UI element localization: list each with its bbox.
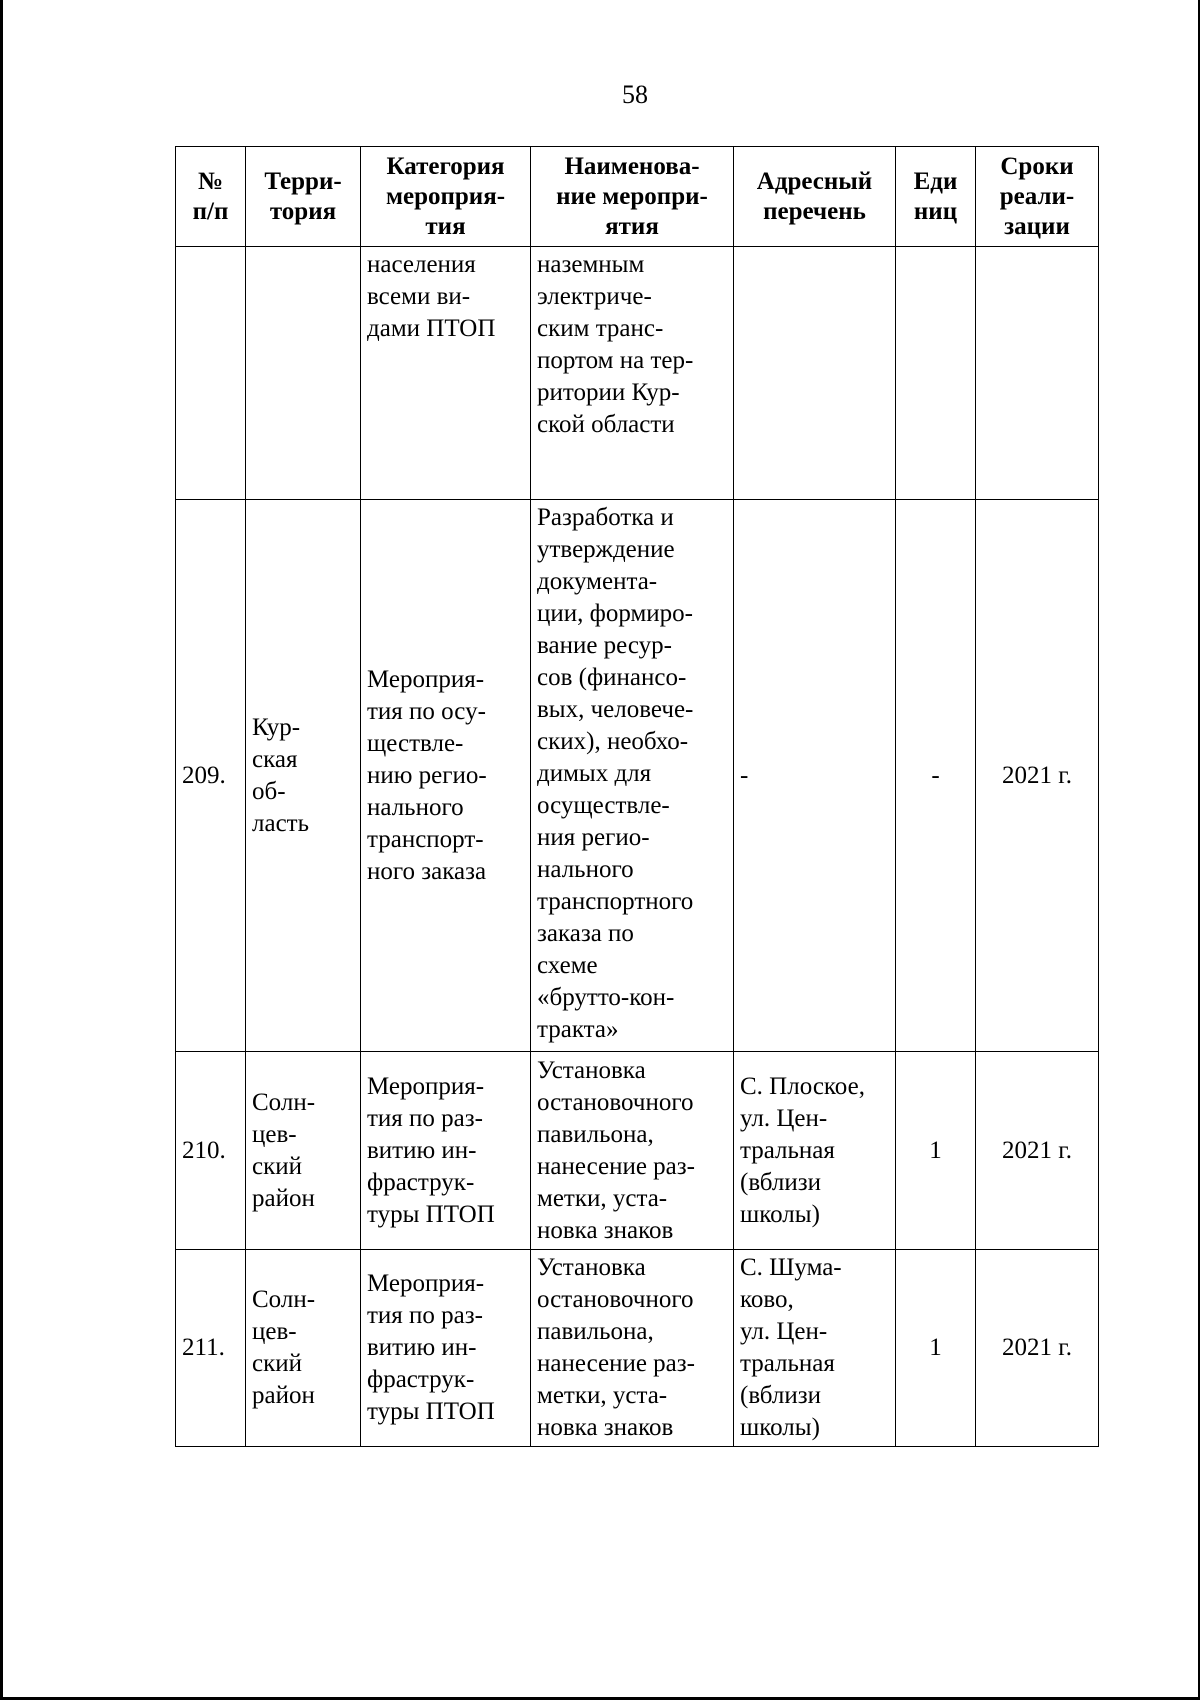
cell-text: Разработка и утверждение документа- ции, формиро- вание ресур- сов (финансо- вых, человече- ских), необхо- димых для осуществле- ния регио- нального транспортного заказа по схеме «брутто-кон- тракта» [537,504,694,1043]
cell-name [531,1250,734,1447]
cell-name [531,247,734,500]
cell-text: Кур- ская об- ласть [252,713,309,837]
header-cell-number [176,147,246,247]
cell-text: 2021 г. [1002,1136,1072,1164]
cell-text: 210. [182,1136,226,1164]
table-row [176,1052,1099,1250]
cell-text: Мероприя- тия по осу- ществле- нию регио- нального транспорт- ного заказа [367,665,487,885]
table-row [176,1250,1099,1447]
header-cell-term [976,147,1099,247]
header-cell-category [361,147,531,247]
header-label: Наименова- ние меропри- ятия [556,152,708,240]
table-row [176,247,1099,500]
cell-number [176,500,246,1052]
cell-category [361,500,531,1052]
cell-text: Солн- цев- ский район [252,1088,316,1212]
table-body [176,247,1099,1447]
cell-term [976,500,1099,1052]
cell-number [176,1052,246,1250]
cell-number [176,1250,246,1447]
cell-address [734,1052,896,1250]
cell-text: Установка остановочного павильона, нанесение раз- метки, уста- новка знаков [537,1254,695,1441]
cell-text: населения всеми ви- дами ПТОП [367,251,496,342]
cell-name [531,500,734,1052]
cell-number [176,247,246,500]
measures-table [175,146,1099,1447]
cell-text: наземным электриче- ским транс- портом на тер- ритории Кур- ской области [537,251,694,438]
cell-text: 1 [929,1334,942,1361]
header-label: Категория мероприя- тия [385,152,506,240]
cell-category [361,247,531,500]
cell-text: Установка остановочного павильона, нанесение раз- метки, уста- новка знаков [537,1056,695,1244]
cell-text: С. Шума- ково, ул. Цен- тральная (вблизи школы) [740,1254,842,1441]
cell-category [361,1250,531,1447]
header-cell-units [896,147,976,247]
header-label: Еди ниц [913,167,958,225]
page-number-container [0,80,1200,110]
cell-territory [246,1250,361,1447]
header-label: Терри- тория [264,167,342,225]
cell-territory [246,500,361,1052]
cell-territory [246,1052,361,1250]
cell-text: С. Плоское, ул. Цен- тральная (вблизи школы) [740,1072,865,1228]
cell-units [896,1250,976,1447]
table-header [176,147,1099,247]
cell-text: 2021 г. [1002,761,1072,789]
header-label: Адресный перечень [756,167,873,225]
cell-text: 209. [182,761,226,789]
header-cell-address [734,147,896,247]
cell-address [734,500,896,1052]
header-cell-territory [246,147,361,247]
header-row [176,147,1099,247]
header-cell-name [531,147,734,247]
scan-border-left [0,0,3,1700]
cell-term [976,1250,1099,1447]
cell-text: 1 [929,1136,942,1164]
cell-units [896,1052,976,1250]
cell-units [896,500,976,1052]
header-label: № п/п [192,167,229,225]
page-number: 58 [622,80,648,109]
cell-address [734,247,896,500]
cell-text: Мероприя- тия по раз- витию ин- фраструк- туры ПТОП [367,1270,495,1425]
cell-address [734,1250,896,1447]
cell-text: 211. [182,1334,225,1361]
cell-text: - [740,761,749,789]
cell-name [531,1052,734,1250]
cell-territory [246,247,361,500]
header-label: Сроки реали- зации [999,152,1075,240]
table-row [176,500,1099,1052]
cell-text: Солн- цев- ский район [252,1286,316,1409]
cell-units [896,247,976,500]
cell-text: 2021 г. [1002,1334,1072,1361]
cell-text: - [931,761,940,789]
cell-term [976,247,1099,500]
cell-term [976,1052,1099,1250]
cell-category [361,1052,531,1250]
cell-text: Мероприя- тия по раз- витию ин- фраструк- туры ПТОП [367,1072,495,1228]
